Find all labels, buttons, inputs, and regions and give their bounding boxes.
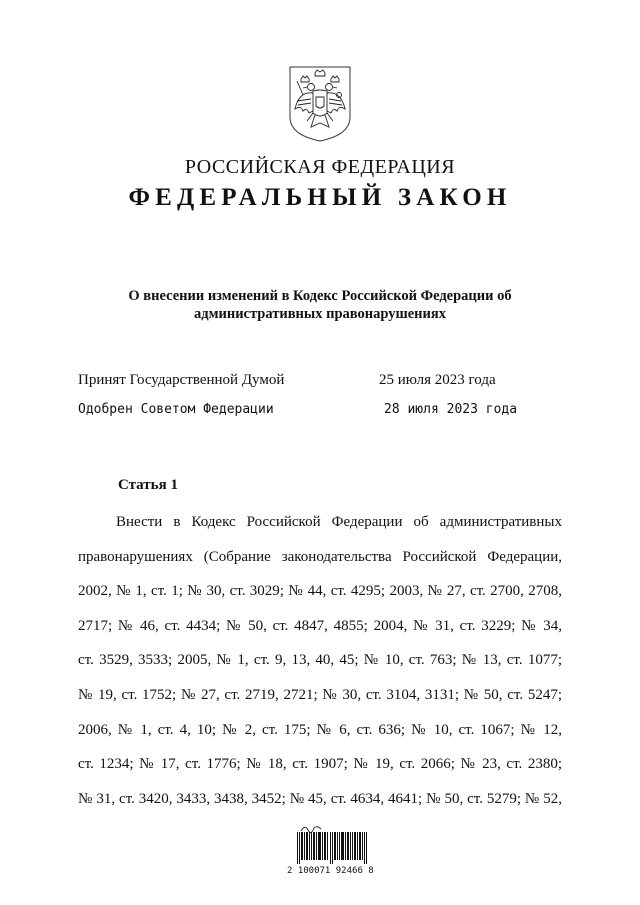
coat-of-arms-emblem (287, 65, 353, 143)
duma-adoption-label: Принят Государственной Думой (78, 372, 285, 388)
registration-stamp (287, 822, 377, 882)
body-line: 2006, № 1, ст. 4, 10; № 2, ст. 175; № 6, ст. 636; № 10, ст. 1067; № 12, (78, 721, 562, 738)
country-name: РОССИЙСКАЯ ФЕДЕРАЦИЯ (184, 156, 456, 178)
council-approval-label: Одобрен Советом Федерации (78, 402, 274, 417)
body-line: ст. 3529, 3533; 2005, № 1, ст. 9, 13, 40, 45; № 10, ст. 763; № 13, ст. 1077; (78, 652, 562, 669)
barcode-number: 2 100071 92466 8 (287, 866, 374, 876)
article-body (78, 509, 562, 820)
law-title-line-1: О внесении изменений в Кодекс Российской Федерации об (128, 288, 512, 304)
body-line: Внести в Кодекс Российской Федерации об административных (116, 514, 562, 530)
law-title (100, 287, 540, 323)
article-heading: Статья 1 (118, 477, 178, 493)
body-line: 2002, № 1, ст. 1; № 30, ст. 3029; № 44, ст. 4295; 2003, № 27, ст. 2700, 2708, (78, 583, 562, 600)
document-type-heading: ФЕДЕРАЛЬНЫЙ ЗАКОН (128, 184, 512, 211)
council-approval-date: 28 июля 2023 года (384, 402, 518, 417)
body-line: 2717; № 46, ст. 4434; № 50, ст. 4847, 4855; 2004, № 31, ст. 3229; № 34, (78, 617, 562, 634)
barcode (297, 832, 369, 864)
duma-adoption-date: 25 июля 2023 года (379, 372, 496, 388)
body-line: № 31, ст. 3420, 3433, 3438, 3452; № 45, ст. 4634, 4641; № 50, ст. 5279; № 52, (78, 790, 562, 807)
body-line: правонарушениях (Собрание законодательства Российской Федерации, (78, 548, 562, 565)
body-line: ст. 1234; № 17, ст. 1776; № 18, ст. 1907; № 19, ст. 2066; № 23, ст. 2380; (78, 756, 562, 773)
law-title-line-2: административных правонарушениях (194, 306, 446, 322)
body-line: № 19, ст. 1752; № 27, ст. 2719, 2721; № 30, ст. 3104, 3131; № 50, ст. 5247; (78, 686, 562, 703)
